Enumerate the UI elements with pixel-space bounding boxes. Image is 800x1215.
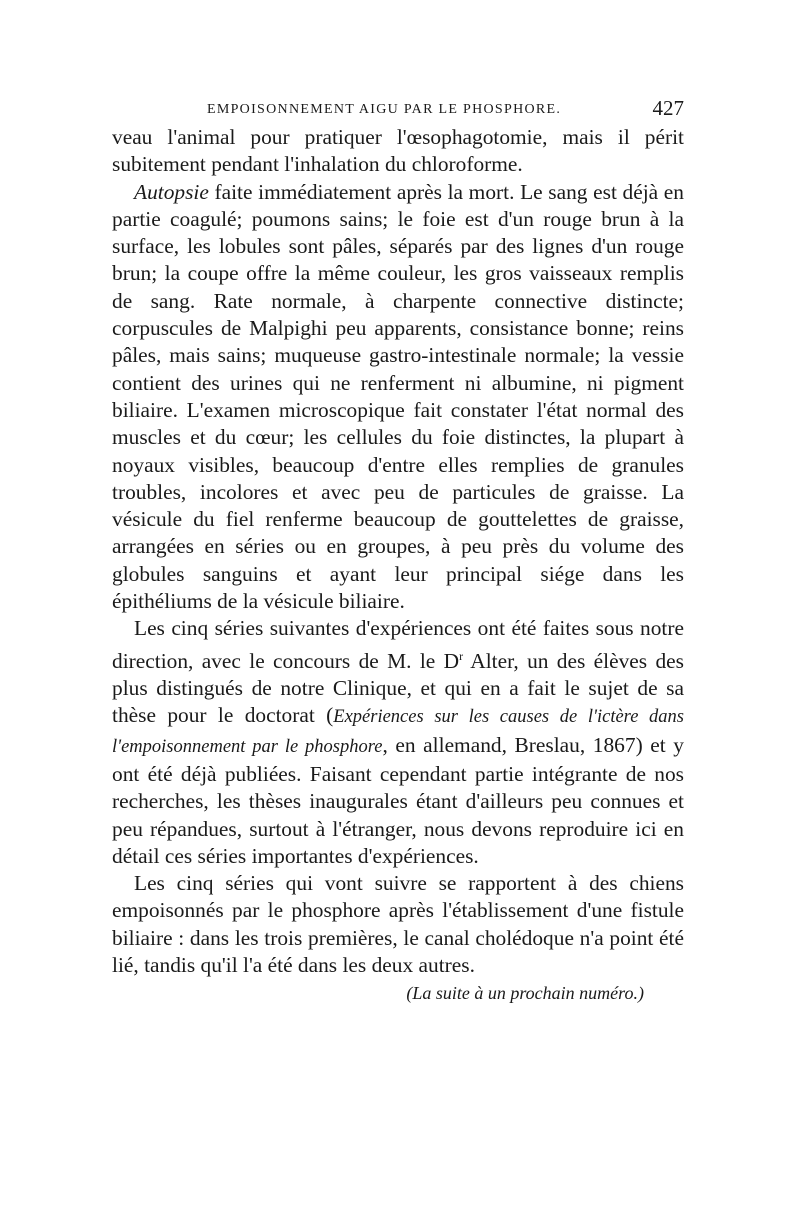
paragraph-2-text: faite immédiatement après la mort. Le sang est déjà en partie coagulé; poumons sains; le foie est d'un rouge brun à la surface, les lobules sont pâles, séparés par des lignes d'un rouge brun; la coupe offre la même couleur, les gros vaisseaux remplis de sang. Rate normale, à charpente connective distincte; corpuscules de Malpighi peu apparents, consistance bonne; reins pâles, mais sains; muqueuse gastro-intestinale normale; la vessie contient des urines qui ne renferment ni albumine, ni pigment biliaire. L'examen microscopique fait constater l'état normal des muscles et du cœur; les cellules du foie distinctes, la plupart à noyaux visibles, beaucoup d'entre elles remplies de granules troubles, incolores et avec peu de particules de graisse. La vésicule du fiel renferme beaucoup de gouttelettes de graisse, arrangées en séries ou en groupes, à peu près du volume des globules sanguins et ayant leur principal siége dans les épithéliums de la vésicule biliaire. xyxy=(112,179,684,614)
paragraph-3-text-after: , en allemand, Breslau, 1867) et y ont été déjà publiées. Faisant cependant partie intégrante de nos recherches, les thèses inaugurales étant d'ailleurs peu connues et peu répandues, surtout à l'étranger, nous devons reproduire ici en détail ces séries importantes d'expériences. xyxy=(112,732,684,868)
paragraph-autopsy xyxy=(112,179,684,616)
paragraph-series xyxy=(112,870,684,979)
doctor-superscript: r xyxy=(459,648,464,663)
page-number: 427 xyxy=(652,96,684,120)
running-title: EMPOISONNEMENT AIGU PAR LE PHOSPHORE. xyxy=(207,102,562,117)
book-page xyxy=(112,96,684,1004)
running-header xyxy=(112,96,684,120)
paragraph-experiments xyxy=(112,615,684,870)
paragraph-3-text-before: Les cinq séries suivantes d'expériences ont été faites sous notre direction, avec le concours de M. le D xyxy=(112,616,684,673)
paragraph-3-text-middle: Alter, un des élèves des plus distingués de notre Clinique, et qui en a fait le sujet de sa thèse pour le doctorat ( xyxy=(112,648,684,728)
paragraph-4-text: Les cinq séries qui vont suivre se rapportent à des chiens empoisonnés par le phosphore après l'établissement d'une fistule biliaire : dans les trois premières, le canal cholédoque n'a point été lié, tandis qu'il l'a été dans les deux autres. xyxy=(112,871,684,978)
body-text xyxy=(112,124,684,979)
thesis-title: Expériences sur les causes de l'ictère dans l'empoisonnement par le phosphore xyxy=(112,707,684,757)
paragraph-1-text: veau l'animal pour pratiquer l'œsophagotomie, mais il périt subitement pendant l'inhalation du chloroforme. xyxy=(112,125,684,177)
continuation-note: (La suite à un prochain numéro.) xyxy=(406,983,644,1004)
paragraph-continuation xyxy=(112,124,684,179)
autopsy-lead-word: Autopsie xyxy=(134,179,209,204)
